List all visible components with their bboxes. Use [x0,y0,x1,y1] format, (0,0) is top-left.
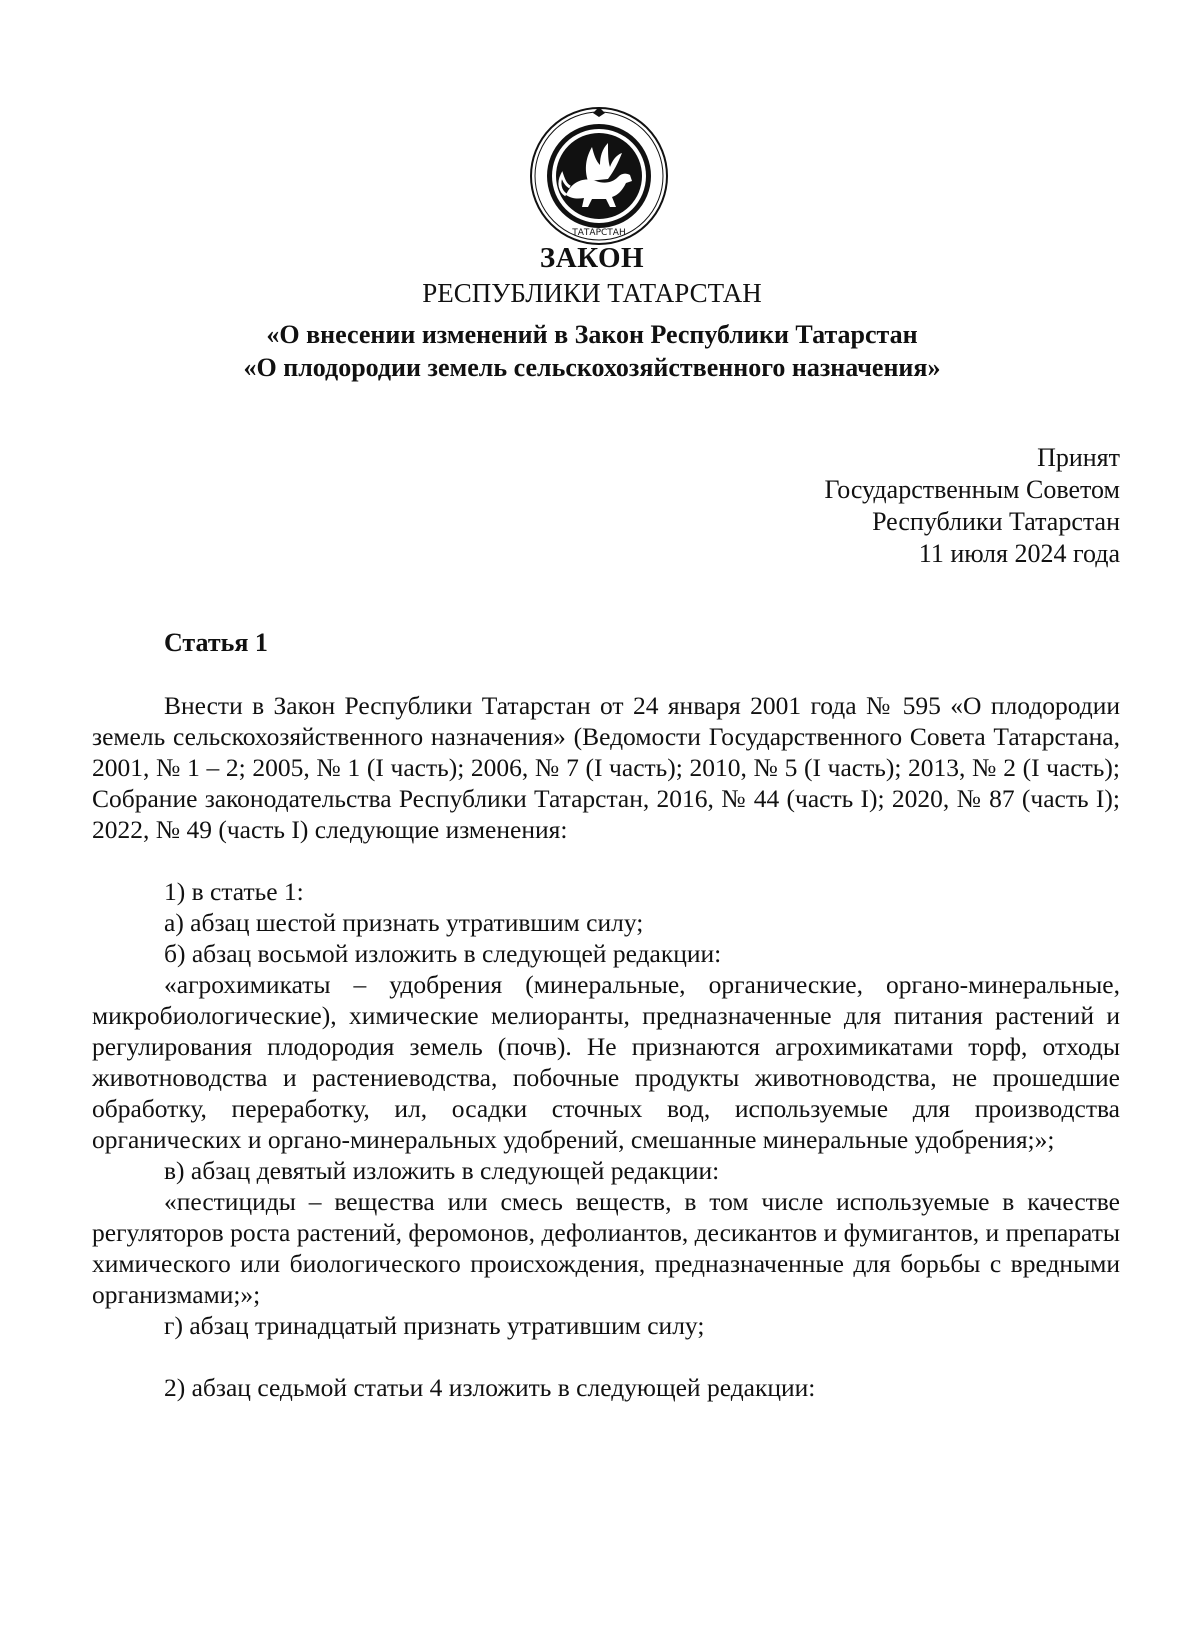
amendment-subitem-g: г) абзац тринадцатый признать утратившим силу; [164,1311,705,1340]
adoption-date: 11 июля 2024 года [918,539,1120,568]
adoption-block [824,442,1120,570]
law-label: ЗАКОН [539,242,645,274]
amendment-item-1: 1) в статье 1: [164,877,304,906]
republic-label: РЕСПУБЛИКИ ТАТАРСТАН [422,278,762,308]
coat-of-arms-icon [526,103,672,249]
law-name [0,318,1184,384]
emblem-ring-text: ТАТАРСТАН [572,228,626,238]
article-title: Статья 1 [164,628,268,657]
pesticides-definition: «пестициды – вещества или смесь веществ, в том числе используемые в качестве регуляторов роста растений, феромонов, дефолиантов, десикантов и фумигантов, и препараты химического или биологического происхождения, предназначенные для борьбы с вредными организмами;»; [92,1187,1120,1309]
adoption-line-1: Принят [1037,443,1120,472]
amendment-item-2: 2) абзац седьмой статьи 4 изложить в следующей редакции: [164,1373,816,1402]
amendment-subitem-b: б) абзац восьмой изложить в следующей редакции: [164,939,722,968]
adoption-line-3: Республики Татарстан [872,507,1120,536]
amendment-subitem-a: а) абзац шестой признать утратившим силу; [164,908,644,937]
law-name-line-1: «О внесении изменений в Закон Республики Татарстан [266,320,918,349]
adoption-line-2: Государственным Советом [824,475,1120,504]
amendment-subitem-v: в) абзац девятый изложить в следующей редакции: [164,1156,720,1185]
law-name-line-2: «О плодородии земель сельскохозяйственного назначения» [243,353,941,382]
agrochemicals-definition: «агрохимикаты – удобрения (минеральные, органические, органо-минеральные, микробиологические), химические мелиоранты, предназначенные для питания растений и регулирования плодородия земель (почв). Не признаются агрохимикатами торф, отходы животноводства и растениеводства, побочные продукты животноводства, не прошедшие обработку, переработку, ил, осадки сточных вод, используемые для производства органических и органо-минеральных удобрений, смешанные минеральные удобрения;»; [92,970,1120,1154]
article-body [92,690,1120,1403]
article-intro-paragraph: Внести в Закон Республики Татарстан от 24 января 2001 года № 595 «О плодородии земель сельскохозяйственного назначения» (Ведомости Государственного Совета Татарстана, 2001, № 1 – 2; 2005, № 1 (I часть); 2006, № 7 (I часть); 2010, № 5 (I часть); 2013, № 2 (I часть); Собрание законодательства Республики Татарстан, 2016, № 44 (часть I); 2020, № 87 (часть I); 2022, № 49 (часть I) следующие изменения: [92,691,1120,844]
